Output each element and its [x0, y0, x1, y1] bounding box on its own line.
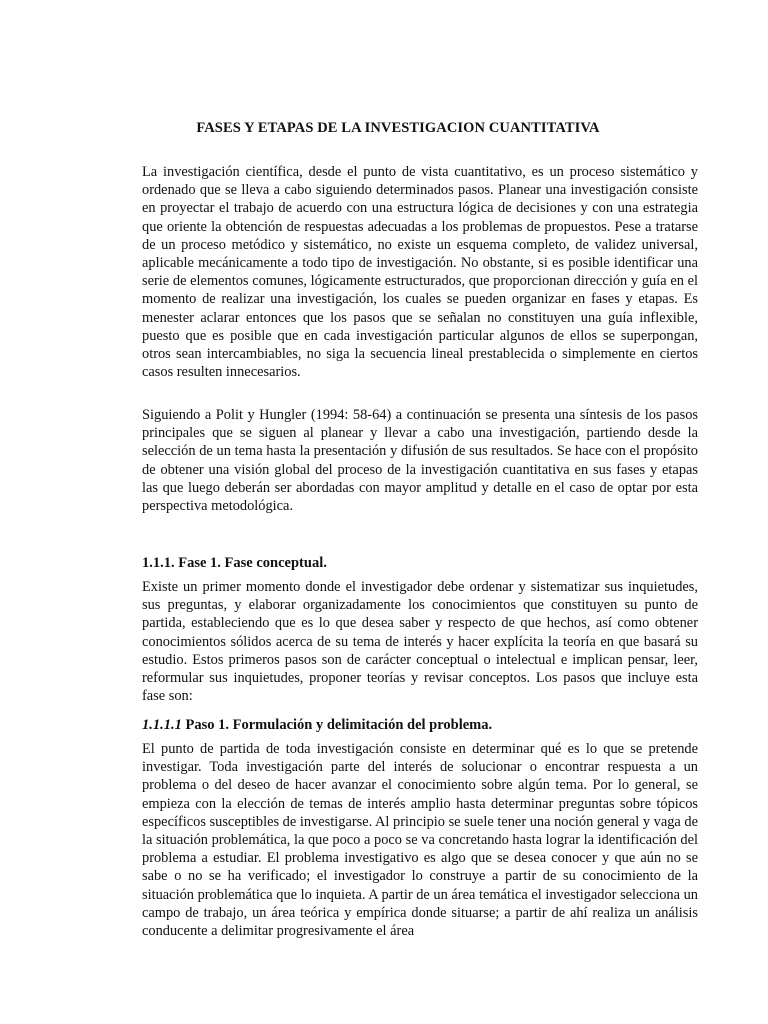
- paragraph-fase-conceptual: Existe un primer momento donde el investigador debe ordenar y sistematizar sus inquietudes, sus preguntas, y elaborar organizadamente los conocimientos que constituyen su punto de partida, estableciendo que es lo que desea saber y respecto de que hechos, así como obtener conocimientos sólidos acerca de su tema de interés y hacer explícita la teoría en que basará su estudio. Estos primeros pasos son de carácter conceptual o intelectual e implican pensar, leer, reformular sus inquietudes, proponer teorías y revisar conceptos. Los pasos que incluye esta fase son:: [142, 579, 698, 705]
- subsection-number: 1.1.1.1: [142, 717, 182, 733]
- section-heading-fase-conceptual: 1.1.1. Fase 1. Fase conceptual.: [142, 555, 327, 571]
- subsection-heading-text: Paso 1. Formulación y delimitación del problema.: [181, 717, 493, 733]
- paragraph-paso-1: El punto de partida de toda investigación consiste en determinar qué es lo que se pretende investigar. Toda investigación parte del interés de solucionar o encontrar respuesta a un problema o del deseo de hacer avanzar el conocimiento sobre algún tema. Por lo general, se empieza con la elección de temas de interés amplio hasta determinar preguntas sobre tópicos específicos susceptibles de investigarse. Al principio se suele tener una noción general y vaga de la situación problemática, la que poco a poco se va concretando hasta lograr la identificación del problema a estudiar. El problema investigativo es algo que se desea conocer y que aún no se sabe o no se ha verificado; el investigador lo construye a partir de su conocimiento de la situación problemática que lo inquieta. A partir de un área temática el investigador selecciona un campo de trabajo, un área teórica y empírica donde situarse; a partir de ahí realiza un análisis conducente a delimitar progresivamente el área: [142, 741, 698, 940]
- paragraph-intro: La investigación científica, desde el punto de vista cuantitativo, es un proceso sistemático y ordenado que se lleva a cabo siguiendo determinados pasos. Planear una investigación consiste en proyectar el trabajo de acuerdo con una estructura lógica de decisiones y con una estrategia que oriente la obtención de respuestas adecuadas a los problemas de propuestos. Pese a tratarse de un proceso metódico y sistemático, no existe un esquema completo, de validez universal, aplicable mecánicamente a todo tipo de investigación. No obstante, si es posible identificar una serie de elementos comunes, lógicamente estructurados, que proporcionan dirección y guía en el momento de realizar una investigación, los cuales se pueden organizar en fases y etapas. Es menester aclarar entonces que los pasos que se señalan no constituyen una guía inflexible, puesto que es posible que en cada investigación particular algunos de ellos se superpongan, otros sean intercambiables, no siga la secuencia lineal prestablecida o simplemente en ciertos casos resulten innecesarios.: [142, 164, 698, 381]
- document-title: FASES Y ETAPAS DE LA INVESTIGACION CUANTITATIVA: [196, 120, 600, 136]
- paragraph-polit-hungler: Siguiendo a Polit y Hungler (1994: 58-64) a continuación se presenta una síntesis de los pasos principales que se siguen al planear y llevar a cabo una investigación, partiendo desde la selección de un tema hasta la presentación y difusión de sus resultados. Se hace con el propósito de obtener una visión global del proceso de la investigación cuantitativa en sus fases y etapas las que luego deberán ser abordadas con mayor amplitud y detalle en el caso de optar por esta perspectiva metodológica.: [142, 407, 698, 515]
- subsection-heading-paso-1: [142, 716, 698, 734]
